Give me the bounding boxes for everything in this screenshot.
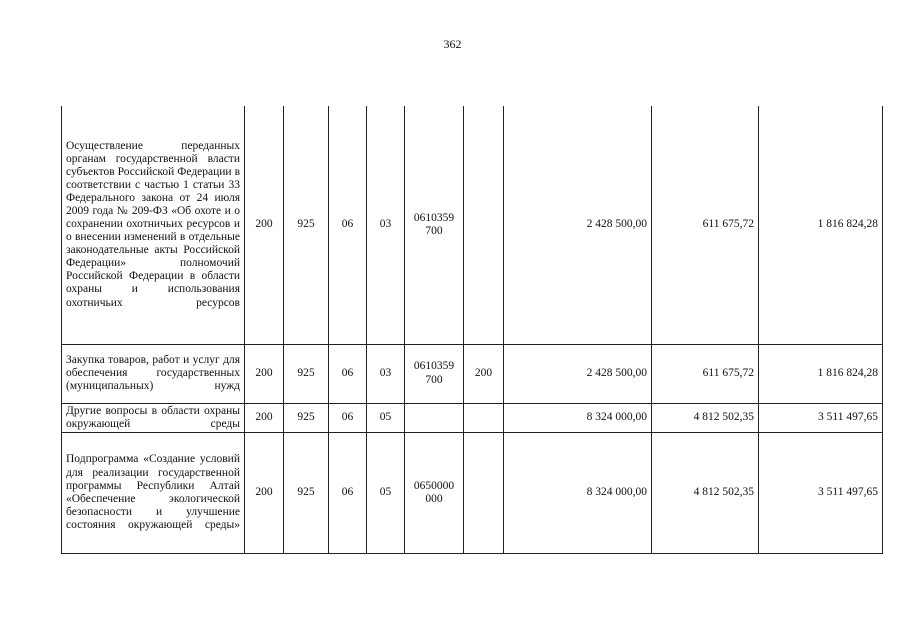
amount-cell: 1 816 824,28 bbox=[759, 106, 883, 344]
code-cell: 05 bbox=[367, 403, 405, 432]
amount-cell: 4 812 502,35 bbox=[652, 432, 759, 553]
code-cell: 200 bbox=[245, 344, 284, 403]
code-cell: 06 bbox=[329, 106, 367, 344]
expense-type-cell: 200 bbox=[464, 344, 504, 403]
code-cell: 05 bbox=[367, 432, 405, 553]
code-cell: 200 bbox=[245, 403, 284, 432]
amount-cell: 8 324 000,00 bbox=[504, 403, 652, 432]
row-description: Подпрограмма «Создание условий для реализации государственной программы Республики Алтай «Обеспечение экологической безопасности и улучшение состояния окружающей среды» bbox=[62, 432, 245, 553]
table-row bbox=[62, 344, 883, 403]
amount-cell: 3 511 497,65 bbox=[759, 432, 883, 553]
code-cell: 200 bbox=[245, 432, 284, 553]
budget-table bbox=[61, 106, 883, 554]
amount-cell: 4 812 502,35 bbox=[652, 403, 759, 432]
row-description: Закупка товаров, работ и услуг для обеспечения государственных (муниципальных) нужд bbox=[62, 344, 245, 403]
amount-cell: 611 675,72 bbox=[652, 344, 759, 403]
expense-type-cell bbox=[464, 403, 504, 432]
target-code-cell: 0650000 000 bbox=[405, 432, 464, 553]
code-cell: 925 bbox=[284, 403, 329, 432]
code-cell: 06 bbox=[329, 344, 367, 403]
amount-cell: 611 675,72 bbox=[652, 106, 759, 344]
target-code-cell: 0610359 700 bbox=[405, 344, 464, 403]
table-row bbox=[62, 106, 883, 344]
code-cell: 03 bbox=[367, 344, 405, 403]
page-number: 362 bbox=[443, 37, 462, 51]
amount-cell: 3 511 497,65 bbox=[759, 403, 883, 432]
code-cell: 06 bbox=[329, 432, 367, 553]
code-cell: 200 bbox=[245, 106, 284, 344]
row-description: Осуществление переданных органам государственной власти субъектов Российской Федерации в соответствии с частью 1 статьи 33 Федерального закона от 24 июля 2009 года № 209-ФЗ «Об охоте и о сохранении охотничьих ресурсов и о внесении изменений в отдельные законодательные акты Российской Федерации» полномочий Российской Федерации в области охраны и использования охотничьих ресурсов bbox=[62, 106, 245, 344]
target-code-cell bbox=[405, 403, 464, 432]
target-code-cell: 0610359 700 bbox=[405, 106, 464, 344]
code-cell: 06 bbox=[329, 403, 367, 432]
row-description: Другие вопросы в области охраны окружающей среды bbox=[62, 403, 245, 432]
amount-cell: 8 324 000,00 bbox=[504, 432, 652, 553]
amount-cell: 1 816 824,28 bbox=[759, 344, 883, 403]
code-cell: 925 bbox=[284, 432, 329, 553]
amount-cell: 2 428 500,00 bbox=[504, 344, 652, 403]
expense-type-cell bbox=[464, 106, 504, 344]
code-cell: 03 bbox=[367, 106, 405, 344]
expense-type-cell bbox=[464, 432, 504, 553]
table-row bbox=[62, 432, 883, 553]
table-row bbox=[62, 403, 883, 432]
amount-cell: 2 428 500,00 bbox=[504, 106, 652, 344]
code-cell: 925 bbox=[284, 106, 329, 344]
code-cell: 925 bbox=[284, 344, 329, 403]
